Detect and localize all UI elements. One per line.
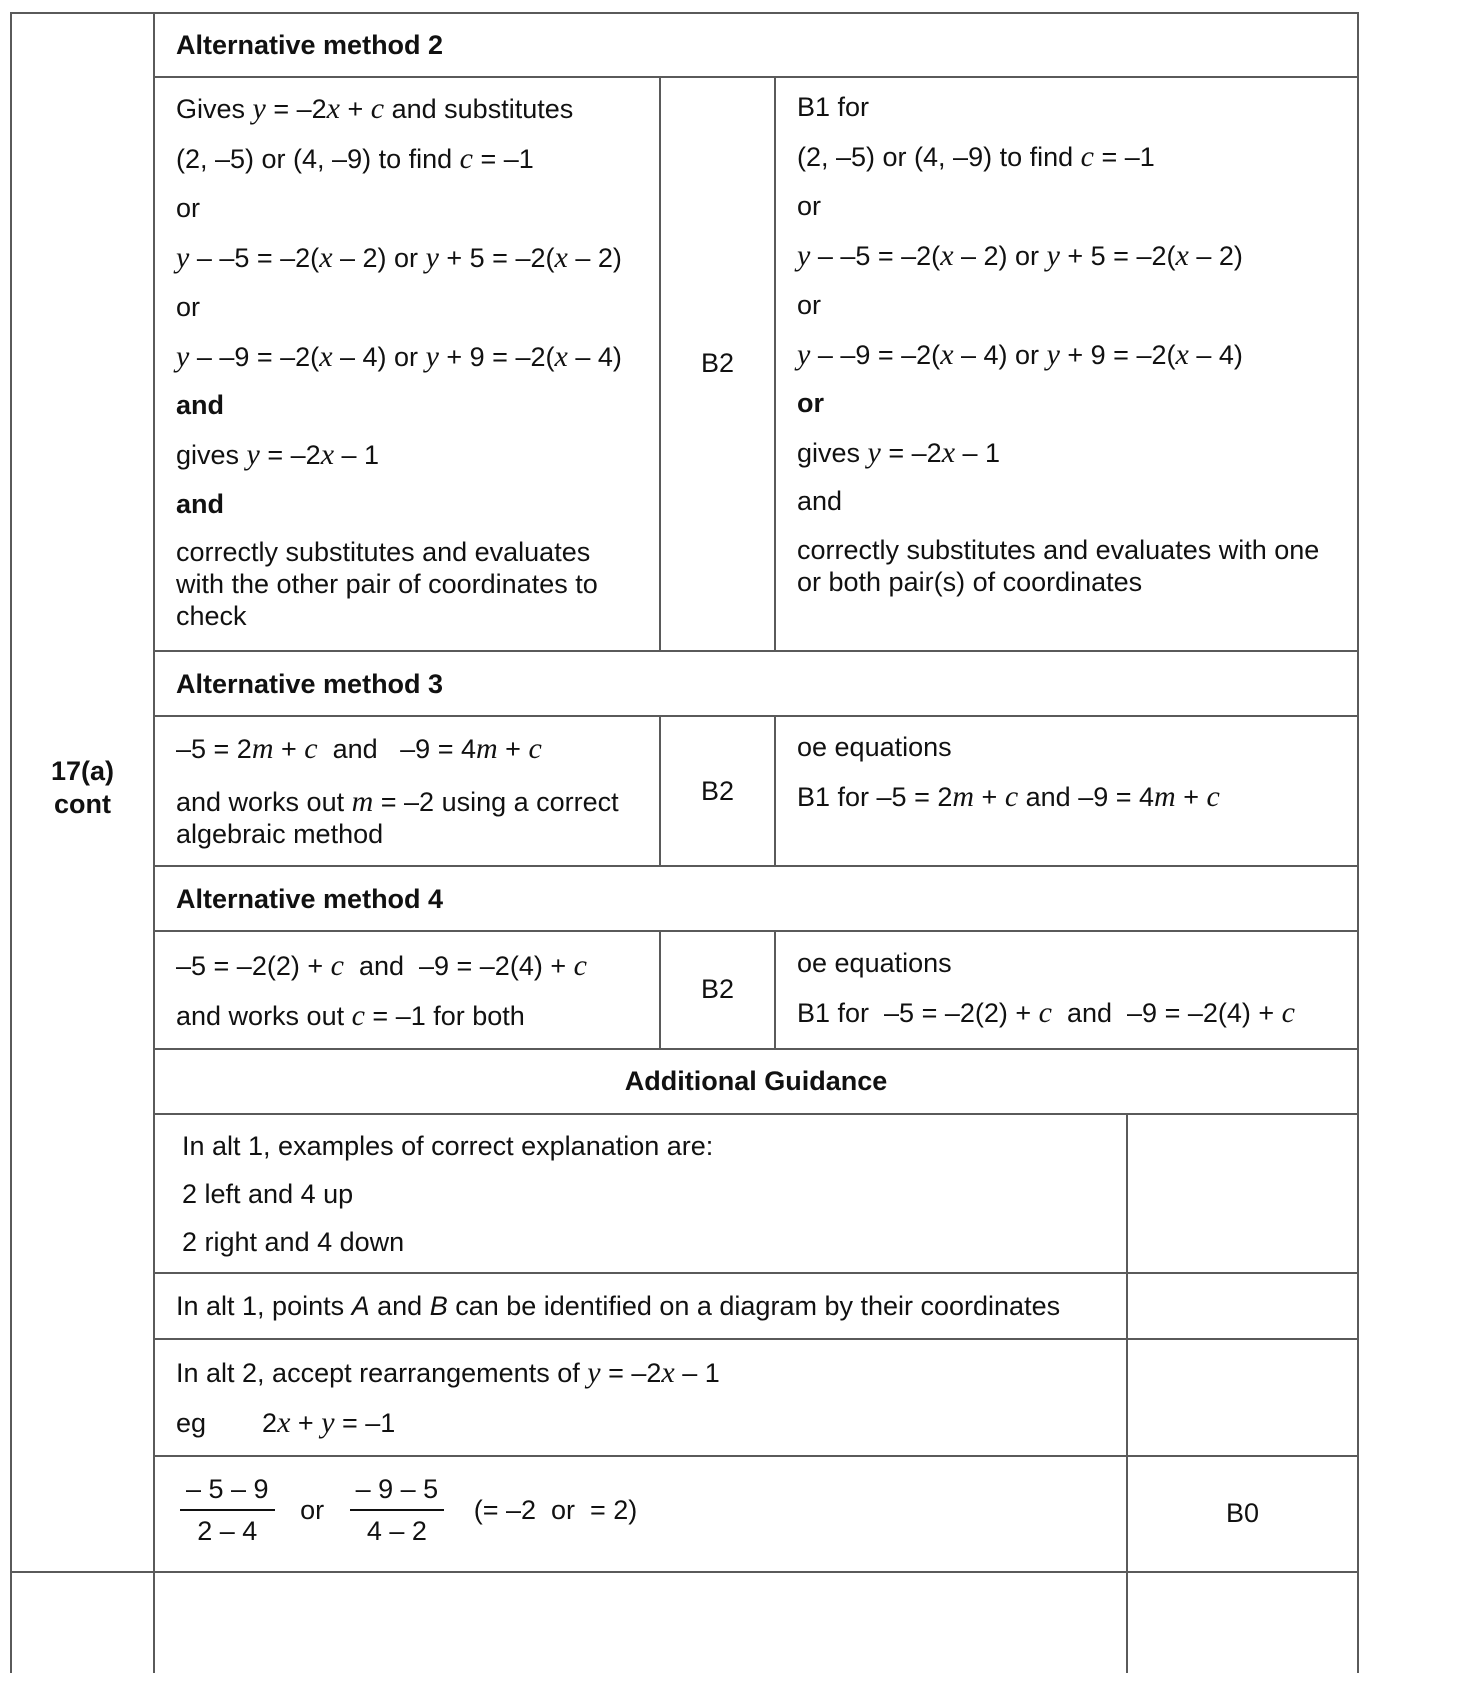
additional-guidance-mark-divider [1126,1113,1128,1673]
gradient-mark: B0 [1225,1498,1260,1528]
question-column-divider [153,12,155,1673]
row-divider [153,930,1359,932]
alt2-guidance-line: y – –9 = –2(x – 4) or y + 9 = –2(x – 4) [797,338,1243,371]
alt3-answer-line: –5 = 2m + c and –9 = 4m + c [176,732,542,765]
alt2-guidance-line: correctly substitutes and evaluates with one [797,535,1320,565]
alt2-heading: Alternative method 2 [176,30,444,60]
mark-scheme-page [10,12,1453,1673]
guidance-column-divider [774,930,776,1050]
alt2-guidance-or: or [797,191,822,221]
alt3-guidance-line: B1 for –5 = 2m + c and –9 = 4m + c [797,780,1220,813]
row-divider [153,1048,1359,1050]
alt2-answer-line: check [176,601,247,631]
alt2-guidance-line: y – –5 = –2(x – 2) or y + 5 = –2(x – 2) [797,239,1243,272]
row-divider [153,865,1359,867]
additional-guidance-heading: Additional Guidance [624,1066,888,1096]
guidance-column-divider [774,715,776,867]
row-divider [153,1455,1359,1457]
alt2-answer-line: with the other pair of coordinates to [176,569,598,599]
fraction: $\frac{- 5 - 9}{2 - 4}$ [180,1469,275,1551]
alt3-heading: Alternative method 3 [176,669,444,699]
row-divider [153,1272,1359,1274]
row-divider [153,1338,1359,1340]
top-border [10,12,1359,14]
question-suffix: cont [54,789,111,819]
alt2-guidance-line: B1 for [797,92,870,122]
alt4-answer-line: and works out c = –1 for both [176,999,525,1032]
alt2-answer-and: and [176,489,225,519]
alt2-answer-line: gives y = –2x – 1 [176,438,380,471]
alt3-answer-line: and works out m = –2 using a correct [176,785,619,818]
guidance-text: In alt 2, accept rearrangements of y = –2x – 1 [176,1356,720,1389]
alt4-heading: Alternative method 4 [176,884,444,914]
alt2-guidance-line: or both pair(s) of coordinates [797,567,1143,597]
alt4-guidance-line: oe equations [797,948,952,978]
alt2-mark: B2 [700,348,735,378]
guidance-column-divider [774,76,776,652]
bottom-border [10,1571,1359,1573]
alt2-answer-line: y – –9 = –2(x – 4) or y + 9 = –2(x – 4) [176,340,622,373]
alt3-guidance-line: oe equations [797,732,952,762]
alt4-guidance-line: B1 for –5 = –2(2) + c and –9 = –2(4) + c [797,996,1295,1029]
alt2-answer-and: and [176,390,225,420]
alt2-answer-or: or [176,292,201,322]
guidance-text: eg 2x + y = –1 [176,1406,396,1439]
alt2-answer-or: or [176,193,201,223]
gradient-expression: $\frac{- 5 - 9}{2 - 4}$ or $\frac{- 9 - 5}{4 - 2}$ (= –2 or = 2) [176,1469,637,1551]
row-divider [153,715,1359,717]
alt3-answer-line: algebraic method [176,819,384,849]
guidance-text: 2 right and 4 down [182,1227,405,1257]
alt2-guidance-or: or [797,290,822,320]
alt2-answer-line: correctly substitutes and evaluates [176,537,591,567]
alt3-mark: B2 [700,776,735,806]
alt2-guidance-and: and [797,486,843,516]
alt2-answer-line: Gives y = –2x + c and substitutes [176,92,574,125]
guidance-row-points: In alt 1, points A and B can be identified on a diagram by their coordinates [176,1291,1061,1321]
outer-right-border [1357,12,1359,1673]
alt2-answer-line: y – –5 = –2(x – 2) or y + 5 = –2(x – 2) [176,241,622,274]
question-number: 17(a) [50,756,115,786]
row-divider [153,76,1359,78]
alt2-answer-line: (2, –5) or (4, –9) to find c = –1 [176,142,534,175]
alt2-guidance-or-bold: or [797,388,824,418]
row-divider [153,1113,1359,1115]
alt2-guidance-line: (2, –5) or (4, –9) to find c = –1 [797,140,1155,173]
guidance-text: In alt 1, examples of correct explanation are: [182,1131,714,1161]
alt4-answer-line: –5 = –2(2) + c and –9 = –2(4) + c [176,949,587,982]
alt2-guidance-line: gives y = –2x – 1 [797,436,1001,469]
row-divider [153,650,1359,652]
fraction: $\frac{- 9 - 5}{4 - 2}$ [350,1469,445,1551]
alt4-mark: B2 [700,974,735,1004]
guidance-text: 2 left and 4 up [182,1179,354,1209]
outer-left-border [10,12,12,1673]
